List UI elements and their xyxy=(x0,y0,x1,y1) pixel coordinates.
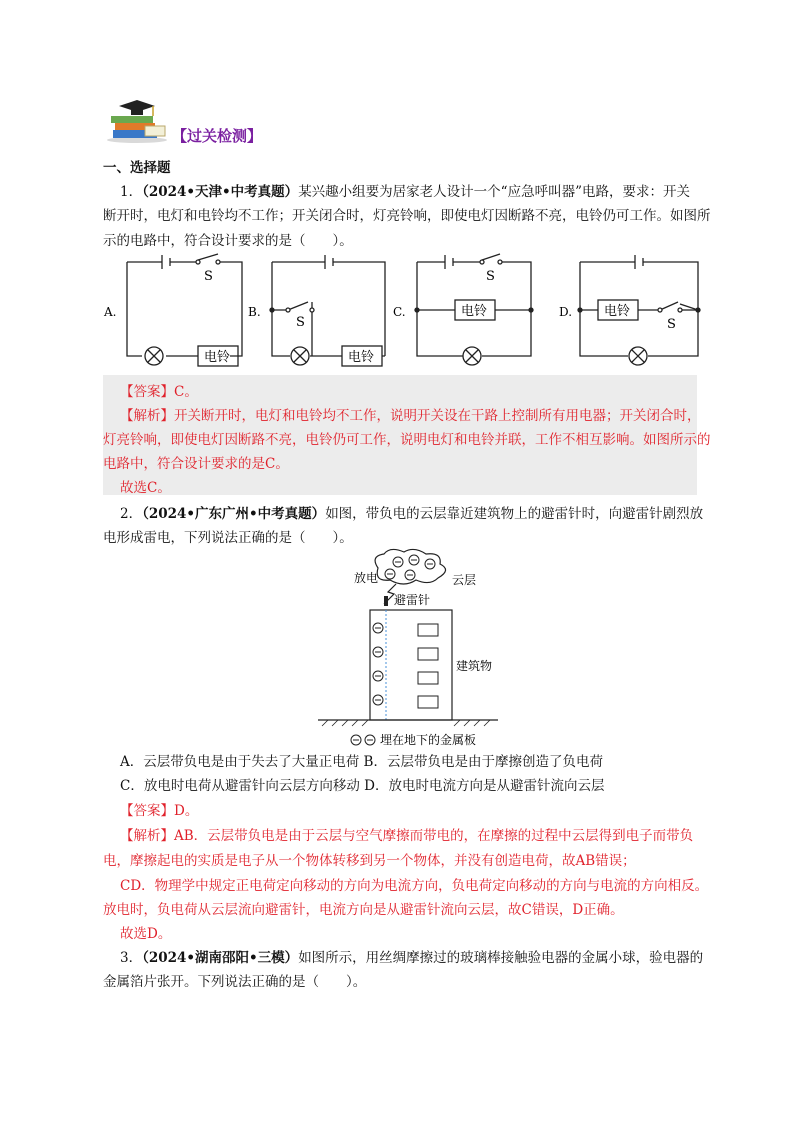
q1-number: 1． xyxy=(120,184,143,200)
option-b-label: B. xyxy=(248,305,261,319)
q2-lightning-figure xyxy=(318,548,518,748)
q2-options-ab: A．云层带负电是由于失去了大量正电荷 B．云层带负电是由于摩擦创造了负电荷 xyxy=(120,754,603,770)
q3-number: 3． xyxy=(120,950,143,966)
q1-circuit-diagrams xyxy=(100,250,720,375)
q2-analysis-2: 电，摩擦起电的实质是电子从一个物体转移到另一个物体，并没有创造电荷，故AB错误； xyxy=(103,853,636,869)
q2-analysis-3: CD．物理学中规定正电荷定向移动的方向为电流方向，负电荷定向移动的方向与电流的方向相反。 xyxy=(120,878,709,894)
q3-text: 如图所示，用丝绸摩擦过的玻璃棒接触验电器的金属小球，验电器的 xyxy=(298,950,704,966)
q2-number: 2． xyxy=(120,506,143,522)
q1-analysis-2: 灯亮铃响，即使电灯因断路不亮，电铃仍可工作，说明电灯和电铃并联，工作不相互影响。如图所示的 xyxy=(103,432,711,448)
bell-label-c: 电铃 xyxy=(461,304,488,319)
q3-source: （2024•湖南邵阳•三模） xyxy=(142,950,299,966)
q1-line1 xyxy=(120,182,690,202)
q2-analysis-1: 【解析】AB．云层带负电是由于云层与空气摩擦而带电的，在摩擦的过程中云层得到电子而带负 xyxy=(120,828,694,844)
switch-label-d: S xyxy=(667,317,676,332)
q2-analysis-4: 放电时，负电荷从云层流向避雷针，电流方向是从避雷针流向云层，故C错误，D正确。 xyxy=(103,902,624,918)
q1-source: （2024•天津•中考真题） xyxy=(142,184,299,200)
q2-line2: 电形成雷电，下列说法正确的是（ ）。 xyxy=(103,530,353,546)
bell-label-a: 电铃 xyxy=(204,350,231,365)
q2-source: （2024•广东广州•中考真题） xyxy=(142,506,326,522)
q1-answer: 【答案】C。 xyxy=(120,384,198,400)
rod-label: 避雷针 xyxy=(394,593,431,607)
q2-answer: 【答案】D。 xyxy=(120,803,199,819)
discharge-label: 放电 xyxy=(354,571,379,585)
books-graduation-cap-icon xyxy=(105,96,169,144)
section-title: 【过关检测】 xyxy=(172,127,263,145)
q2-options-cd: C．放电时电荷从避雷针向云层方向移动 D．放电时电流方向是从避雷针流向云层 xyxy=(120,778,605,794)
q1-analysis-1: 【解析】开关断开时，电灯和电铃均不工作，说明开关设在干路上控制所有用电器；开关闭合时， xyxy=(120,408,701,424)
section-heading: 一、选择题 xyxy=(103,160,171,176)
option-a-label: A. xyxy=(104,305,117,319)
q1-text: 某兴趣小组要为居家老人设计一个“应急呼叫器”电路，要求：开关 xyxy=(298,184,690,200)
q1-analysis-3: 电路中，符合设计要求的是C。 xyxy=(103,456,289,472)
q1-conclusion: 故选C。 xyxy=(120,480,171,496)
q1-line3: 示的电路中，符合设计要求的是（ ）。 xyxy=(103,233,353,249)
cloud-label: 云层 xyxy=(452,573,477,587)
bell-label-b: 电铃 xyxy=(348,350,375,365)
plate-label: 埋在地下的金属板 xyxy=(380,733,477,747)
switch-label-b: S xyxy=(296,315,305,330)
q2-line1 xyxy=(120,504,703,524)
circuit-d xyxy=(578,255,700,365)
q2-conclusion: 故选D。 xyxy=(120,926,172,942)
option-c-label: C. xyxy=(393,305,406,319)
bell-label-d: 电铃 xyxy=(604,304,631,319)
building-label: 建筑物 xyxy=(456,659,493,673)
q2-text: 如图，带负电的云层靠近建筑物上的避雷针时，向避雷针剧烈放 xyxy=(325,506,704,522)
switch-label-c: S xyxy=(486,269,495,284)
q3-line2: 金属箔片张开。下列说法正确的是（ ）。 xyxy=(103,974,367,990)
switch-label-a: S xyxy=(204,269,213,284)
option-d-label: D. xyxy=(559,305,573,319)
q1-line2: 断开时，电灯和电铃均不工作；开关闭合时，灯亮铃响，即使电灯因断路不亮，电铃仍可工作。如图所 xyxy=(103,208,711,224)
q3-line1 xyxy=(120,948,703,968)
